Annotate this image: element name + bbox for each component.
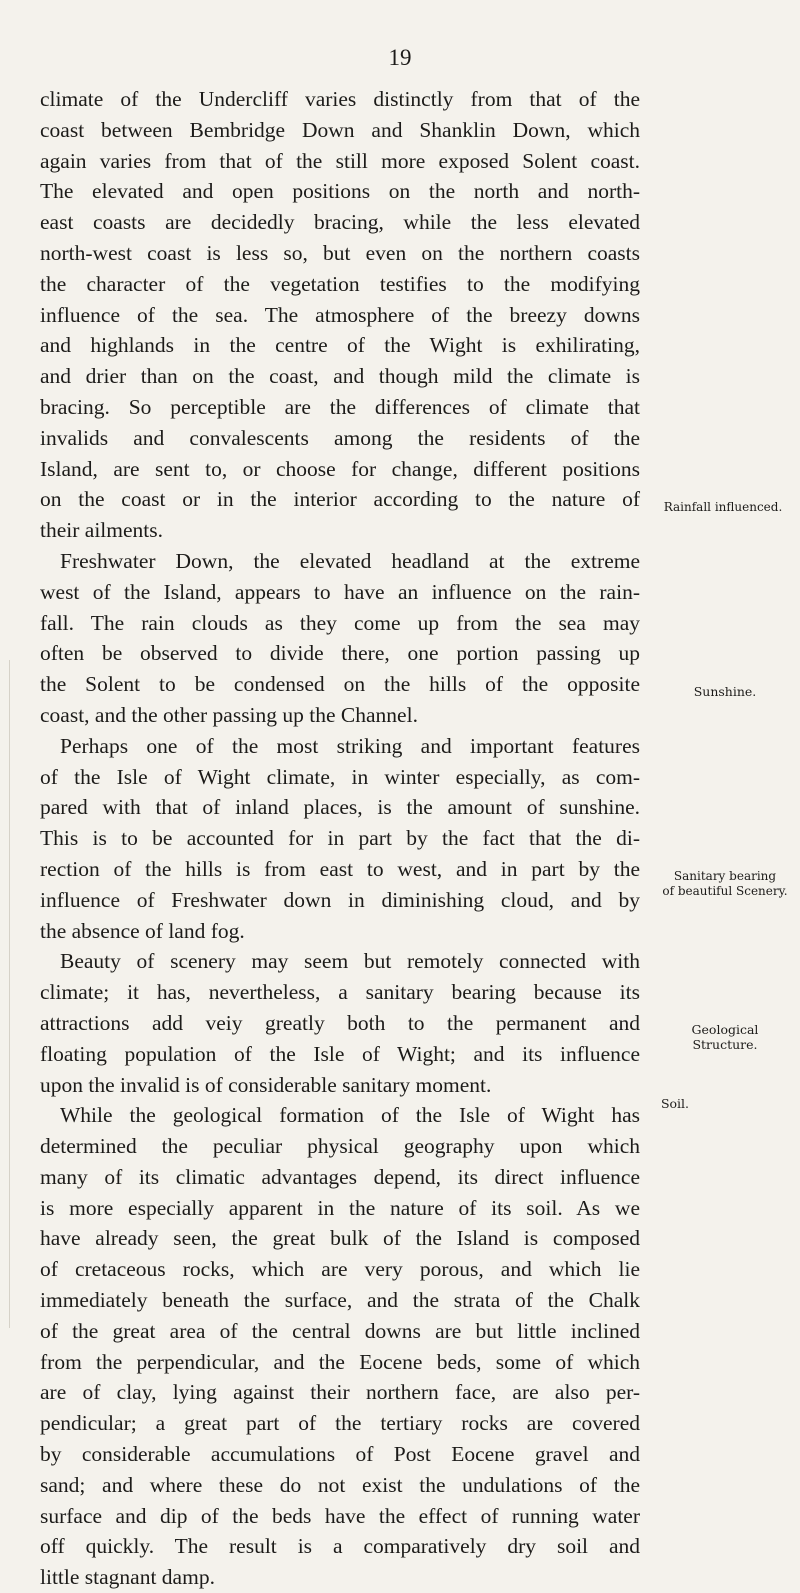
text-line: coast, and the other passing up the Channel. — [40, 702, 418, 727]
text-line: of cretaceous rocks, which are very porous, and which lie — [40, 1257, 640, 1282]
sidenote-rainfall: Rainfall influenced. — [663, 500, 783, 514]
text-line: fall. The rain clouds as they come up from the sea may — [40, 610, 640, 635]
text-line: floating population of the Isle of Wight; and its influence — [40, 1041, 640, 1066]
text-line: immediately beneath the surface, and the strata of the Chalk — [40, 1288, 640, 1313]
text-line: off quickly. The result is a comparatively dry soil and — [40, 1534, 640, 1559]
text-line: on the coast or in the interior according to the nature of — [40, 487, 640, 512]
text-line: climate of the Undercliff varies distinctly from that of the — [40, 87, 640, 111]
text-line: invalids and convalescents among the residents of the — [40, 425, 640, 450]
text-line: the absence of land fog. — [40, 918, 245, 943]
text-line: The elevated and open positions on the north and north- — [40, 179, 640, 204]
text-line: sand; and where these do not exist the undulations of the — [40, 1472, 640, 1497]
text-line: often be observed to divide there, one portion passing up — [40, 641, 640, 666]
text-line: upon the invalid is of considerable sanitary moment. — [40, 1072, 492, 1097]
text-line: and highlands in the centre of the Wight is exhilirating, — [40, 333, 640, 358]
text-line: influence of Freshwater down in diminishing cloud, and by — [40, 887, 640, 912]
text-line: pared with that of inland places, is the amount of sunshine. — [40, 795, 640, 820]
text-line: of the Isle of Wight climate, in winter especially, as com- — [40, 764, 640, 789]
text-line: This is to be accounted for in part by the fact that the di- — [40, 826, 640, 851]
text-line: pendicular; a great part of the tertiary rocks are covered — [40, 1411, 640, 1436]
text-line: determined the peculiar physical geography upon which — [40, 1134, 640, 1159]
text-line: their ailments. — [40, 518, 163, 543]
sidenote-sunshine: Sunshine. — [693, 684, 757, 699]
text-line: west of the Island, appears to have an influence on the rain- — [40, 579, 640, 604]
sidenote-geological: Geological Structure. — [691, 1022, 759, 1052]
text-line: many of its climatic advantages depend, its direct influence — [40, 1164, 640, 1189]
text-line: Island, are sent to, or choose for change, different positions — [40, 456, 640, 481]
text-line: east coasts are decidedly bracing, while the less elevated — [40, 210, 640, 235]
text-line: While the geological formation of the Isle of Wight has — [60, 1103, 640, 1128]
text-line: attractions add veiy greatly both to the permanent and — [40, 1010, 640, 1035]
text-line: the character of the vegetation testifies to the modifying — [40, 271, 640, 296]
page-edge-rule — [9, 660, 10, 1328]
text-line: of the great area of the central downs are but little inclined — [40, 1318, 640, 1343]
text-line: have already seen, the great bulk of the Island is composed — [40, 1226, 640, 1251]
text-line: bracing. So perceptible are the differences of climate that — [40, 394, 640, 419]
text-line: again varies from that of the still more exposed Solent coast. — [40, 148, 640, 173]
text-line: north-west coast is less so, but even on the northern coasts — [40, 240, 640, 265]
text-line: coast between Bembridge Down and Shanklin Down, which — [40, 117, 640, 142]
text-line: climate; it has, nevertheless, a sanitary bearing because its — [40, 980, 640, 1005]
text-line: by considerable accumulations of Post Eocene gravel and — [40, 1442, 640, 1467]
text-line: surface and dip of the beds have the effect of running water — [40, 1503, 640, 1528]
body-text — [40, 84, 640, 1593]
text-line: from the perpendicular, and the Eocene beds, some of which — [40, 1349, 640, 1374]
text-line: is more especially apparent in the nature of its soil. As we — [40, 1195, 640, 1220]
text-line: the Solent to be condensed on the hills of the opposite — [40, 672, 640, 697]
text-line: influence of the sea. The atmosphere of the breezy downs — [40, 302, 640, 327]
text-line: little stagnant damp. — [40, 1565, 215, 1590]
page-number: 19 — [388, 45, 412, 70]
text-line: Beauty of scenery may seem but remotely connected with — [60, 949, 640, 974]
sidenote-soil: Soil. — [660, 1096, 690, 1111]
text-line: rection of the hills is from east to west, and in part by the — [40, 856, 640, 881]
text-line: are of clay, lying against their northern face, are also per- — [40, 1380, 640, 1405]
text-line: Perhaps one of the most striking and important features — [60, 733, 640, 758]
sidenote-sanitary: Sanitary bearing of beautiful Scenery. — [662, 869, 788, 898]
text-line: Freshwater Down, the elevated headland at the extreme — [60, 548, 640, 573]
text-line: and drier than on the coast, and though mild the climate is — [40, 364, 640, 389]
